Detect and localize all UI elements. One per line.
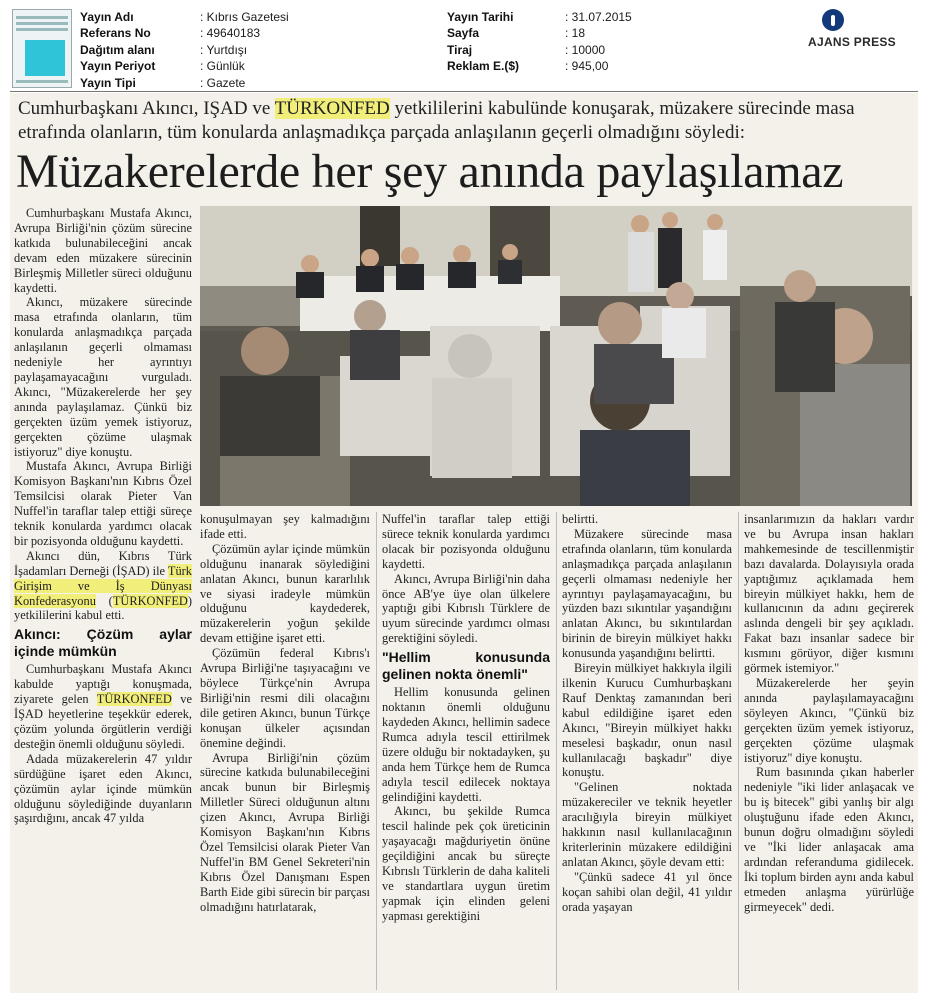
paragraph: insanlarımızın da hakları vardır ve bu Avrupa insan hakları mahkemesinde de tescillenmiştir bazı davalarda. Dolayısıyla orada yaptığımız açıklamada hem bireyin mülkiyet hakkı, hem de kullanıcının da adını geçirerek aslında dengeli bir şey açıkladı. Fakat bazı insanlar sadece bir kısmını görüyor, diğer kısmını görmek istemiyor."	[744, 512, 914, 676]
paragraph: Çözümün federal Kıbrıs'ı Avrupa Birliği'ne taşıyacağını ve böylece Türkçe'nin Avrupa Birliği'nin resmi dili olacağını dile getiren Akıncı, bunun Türkçe konuşan ülkeler açısından önemine değindi.	[200, 646, 370, 750]
meeting-photo-image	[200, 206, 912, 506]
subtitle-highlight: TÜRKONFED	[274, 98, 390, 119]
paragraph: konuşulmayan şey kalmadığını ifade etti.	[200, 512, 370, 541]
paragraph: Çözümün aylar içinde mümkün olduğunu inanarak söylediğini anlatan Akıncı, bunun kararlılık ve siyasi iradeyle mümkün olduğunu kaydederek, müzakerelerin yoğun şekilde devam ettiğine işaret etti.	[200, 541, 370, 646]
article-column-5	[744, 512, 914, 988]
meta-label: Yayın Adı	[80, 10, 134, 24]
paragraph: Nuffel'in taraflar talep ettiği sürece teknik konularda yardımcı olacak bir pozisyonda olduğunu kaydetti.	[382, 512, 550, 571]
subtitle-text: yetkililerini kabulünde konuşarak, müzakere sürecinde masa etrafında olanların, tüm konularda anlaşmadıkça parçada anlaşılanın geçerli olmadığını söyledi:	[18, 98, 855, 143]
meta-value: : 945,00	[565, 59, 609, 74]
meta-value: : 49640183	[200, 26, 261, 41]
paragraph: Hellim konusunda gelinen noktanın önemli olduğunu kaydeden Akıncı, hellimin sadece Rumca adıyla tescil ettirilmek üzere olduğu bir noktadayken, şu anda hem Türkçe hem de Rumca adıyla tescil edilecek noktaya gelindiğini kaydetti.	[382, 685, 550, 804]
ajans-press-logo-icon	[822, 9, 844, 31]
meta-label: Tiraj	[447, 42, 473, 57]
subheading: "Hellim konusunda gelinen nokta önemli"	[382, 649, 550, 683]
article-subtitle	[18, 97, 918, 145]
paragraph: Rum basınında çıkan haberler nedeniyle "iki lider anlaşacak ve bu iş bitecek" gibi yanlış bir algı oluştuğunu ifade eden Akıncı, bunun doğru olmadığını söyledi ve "İki lider anlaşacak ama ardından referanduma gidilecek. İki toplum birden aynı anda kabul etmeden anlaşma yürürlüğe girmeyecek" dedi.	[744, 765, 914, 914]
meta-value: : Yurtdışı	[200, 42, 248, 57]
paragraph: "Çünkü sadece 41 yıl önce koçan sahibi olan değil, 41 yıldır orada yaşayan	[562, 869, 732, 914]
article-column-3	[382, 512, 550, 988]
subtitle-text: Cumhurbaşkanı Akıncı, IŞAD ve	[18, 98, 275, 119]
meta-label: Yayın Periyot	[80, 59, 156, 74]
meta-value: : 31.07.2015	[565, 10, 632, 24]
meta-value: : Kıbrıs Gazetesi	[200, 10, 289, 24]
meta-label: Referans No	[80, 26, 151, 41]
paragraph: Avrupa Birliği'nin çözüm sürecine katkıda bulunabileceğini ancak bunun bir Birleşmiş Milletler Süreci olduğunun altını çizen Akıncı, Avrupa Birliği Komisyon Başkanı'nın Kıbrıs Özel Temsilcisi olarak Pieter Van Nuffel'in BM Genel Sekreteri'nin Kıbrıs Özel Danışmanı Espen Barth Eide gibi sürecin bir parçası olmadığını hatırlatarak,	[200, 750, 370, 914]
logo-text: AJANS PRESS	[808, 35, 896, 49]
column-divider	[376, 512, 377, 990]
paragraph: Cumhurbaşkanı Mustafa Akıncı, Avrupa Birliği'nin çözüm sürecine katkıda bulunabileceğini ancak devam eden müzakere sürecinin Birleşmiş Milletler süreci olduğunu kaydetti.	[14, 206, 192, 295]
meta-label: Dağıtım alanı	[80, 42, 155, 57]
meta-label: Yayın Tarihi	[447, 10, 514, 24]
meta-value: : Günlük	[200, 59, 245, 74]
article-column-2	[200, 512, 370, 988]
paragraph: Akıncı, müzakere sürecinde masa etrafında olanların, tüm konularda anlaşmadıkça parçada anlaşılanın geçerli olmaması nedeniyle her ayrıntıyı paylaşamayacağını vurguladı. Akıncı, "Müzakerelerde her şey anında paylaşılamaz. Çünkü biz gerçekten üzüm yemek istiyoruz, gerçekten çözüme ulaşmak istiyoruz" diye konuştu.	[14, 295, 192, 459]
meta-label: Yayın Tipi	[80, 75, 136, 90]
paragraph: Müzakere sürecinde masa etrafında olanların, tüm konularda anlaşmadıkça parçada anlaşılanın geçerli olmaması nedeniyle her ayrıntıyı paylaşamayacağını, bu yüzden bazı sıkıntılar yaşandığını anlatan Akıncı, bu sıkıntılardan birinin de bireyin mülkiyet hakkı konusunda yaşandığını belirtti.	[562, 526, 732, 661]
paragraph: belirtti.	[562, 512, 599, 526]
meta-label: Sayfa	[447, 26, 480, 41]
meta-value: : 18	[565, 26, 586, 41]
paragraph: Cumhurbaşkanı Mustafa Akıncı kabulde yaptığı konuşmada, ziyarete gelen TÜRKONFED ve İŞAD heyetlerine teşekkür ederek, çözüm yolunda örgütlerin verdiği desteğin önemli olduğunu söyledi.	[14, 662, 192, 751]
header-divider	[10, 91, 918, 92]
paragraph: Akıncı, bu şekilde Rumca tescil halinde pek çok üreticinin yaşayacağı mağduriyetin önüne geçildiğini ancak bu süreçte Kıbrıslı Türklerin de daha kaliteli ve standartlara uygun üretim yapmak için elinden geleni yapması gerektiğini	[382, 804, 550, 923]
column-divider	[738, 512, 739, 990]
subheading: Akıncı: Çözüm aylar içinde mümkün	[14, 626, 192, 660]
paragraph: Akıncı dün, Kıbrıs Türk İşadamları Derneği (İŞAD) ile Türk Girişim ve İş Dünyası Konfederasyonu (TÜRKONFED) yetkililerini kabul etti.	[14, 548, 192, 623]
paragraph: Müzakerelerde her şeyin anında paylaşılamayacağını söyleyen Akıncı, "Çünkü biz gerçekten üzüm yemek istiyoruz, gerçekten çözüme ulaşmak istiyoruz" diye konuştu.	[744, 675, 914, 765]
meta-label: Reklam E.($)	[447, 59, 520, 74]
meeting-photo	[200, 206, 912, 506]
paragraph: "Gelinen noktada müzakereciler ve teknik heyetler aracılığıyla bireyin mülkiyet hakkının nasıl kullanılacağının kriterlerinin müzakere edildiğini anlatan Akıncı, şöyle devam etti:	[562, 780, 732, 869]
meta-right	[447, 9, 747, 75]
meta-value: : Gazete	[200, 75, 246, 90]
article-headline: Müzakerelerde her şey anında paylaşılamaz	[16, 145, 844, 198]
paragraph: Adada müzakerelerin 47 yıldır sürdüğüne işaret eden Akıncı, çözümün aylar içinde mümkün olduğunu söylediğinde duyanların şaşırdığını, ancak 47 yılda	[14, 751, 192, 826]
paragraph: Bireyin mülkiyet hakkıyla ilgili ilkenin Kurucu Cumhurbaşkanı Rauf Denktaş zamanından beri kabul edildiğine işaret eden Akıncı, "Bireyin mülkiyet hakkı meselesi başkadır, onun nasıl kullanılacağı başkadır" diye konuştu.	[562, 661, 732, 780]
meta-left	[80, 9, 440, 91]
column-divider	[556, 512, 557, 990]
article-column-4	[562, 512, 732, 988]
paragraph: Akıncı, Avrupa Birliği'nin daha önce AB'ye üye olan ülkelere yaptığı gibi Kıbrıslı Türklere de uyum sürecinde yardımcı olması gerektiğini söyledi.	[382, 571, 550, 646]
clipping-thumbnail	[12, 9, 72, 88]
paragraph: Mustafa Akıncı, Avrupa Birliği Komisyon Başkanı'nın Kıbrıs Özel Temsilcisi olarak Pieter Van Nuffel'in taraflar talep ettiği süreçe teknik konularda yardımcı olacak bir pozisyonda olduğunu kaydetti.	[14, 459, 192, 548]
meta-value: : 10000	[565, 42, 606, 57]
article-column-1	[14, 206, 192, 990]
